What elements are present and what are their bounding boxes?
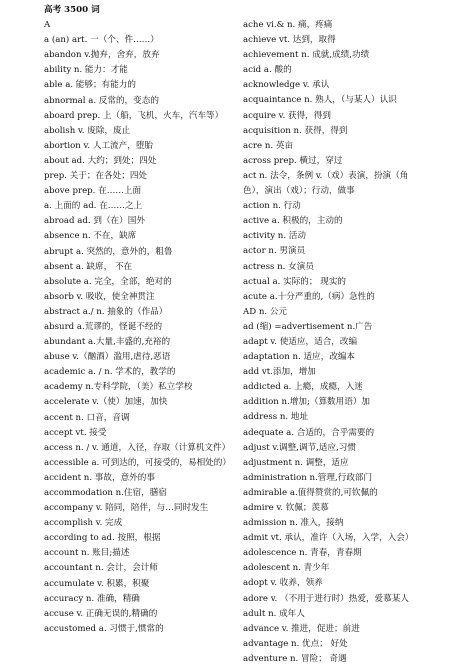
vocab-entry: academic a. / n. 学术的，教学的 (44, 367, 176, 378)
vocab-entry: adore v. （不用于进行时）热爱，爱慕某人 (243, 593, 409, 604)
vocab-entry: address n. 地址 (243, 412, 309, 423)
right-column (243, 0, 428, 667)
vocab-entry: addition n.增加;（算数用语）加 (243, 397, 371, 408)
vocab-entry: abortion v. 人工流产，堕胎 (44, 140, 154, 151)
vocab-entry: acknowledge v. 承认 (243, 80, 330, 91)
vocab-entry: acre n. 英亩 (243, 140, 294, 151)
vocab-entry: absence n. 不在，缺席 (44, 231, 137, 242)
vocab-entry: above prep. 在……上面 (44, 186, 142, 197)
vocab-entry: active a. 积极的，主动的 (243, 216, 343, 227)
vocab-entry: academy n.专科学院，（美）私立学校 (44, 382, 193, 393)
vocab-entry: prep. 关于；在各处；四处 (44, 171, 148, 182)
vocab-entry: abundant a.大量,丰盛的,充裕的 (44, 337, 171, 348)
vocab-entry: according to ad. 按照，根据 (44, 533, 161, 544)
vocab-entry: acquisition n. 获得，得到 (243, 125, 348, 136)
vocab-entry: abrupt a. 突然的，意外的，粗鲁 (44, 246, 173, 257)
vocab-entry: absolute a. 完全，全部，绝对的 (44, 276, 172, 287)
vocab-entry: abolish v. 废除，废止 (44, 125, 131, 136)
section-letter: A (44, 20, 51, 31)
vocab-entry: about ad. 大约；到处；四处 (44, 155, 157, 166)
vocab-entry: achievement n. 成就,成绩,功绩 (243, 50, 370, 61)
vocab-entry: accustomed a. 习惯于,惯常的 (44, 623, 164, 634)
vocab-entry: actual a. 实际的； 现实的 (243, 276, 347, 287)
vocab-entry: actress n. 女演员 (243, 261, 314, 272)
vocab-entry: across prep. 横过，穿过 (243, 155, 343, 166)
vocab-entry: abuse v.（酗酒）滥用,虐待,恶语 (44, 352, 171, 363)
vocab-entry: abnormal a. 反常的，变态的 (44, 95, 159, 106)
vocab-entry: a. 上面的 ad. 在……之上 (44, 201, 143, 212)
vocab-entry: adjustment n. 调整，适应 (243, 457, 349, 468)
left-entry-list (44, 33, 242, 637)
vocab-entry: admire v. 钦佩；羡慕 (243, 503, 329, 513)
vocab-entry: acquaintance n. 熟人，（与某人）认识 (243, 95, 397, 106)
vocab-entry: achieve vt. 达到，取得 (243, 35, 336, 46)
vocab-entry: abandon v.抛弃，舍弃，放弃 (44, 50, 160, 61)
vocab-entry: adult n. 成年人 (243, 608, 305, 619)
vocab-entry: abroad ad. 到（在）国外 (44, 216, 145, 227)
vocab-entry: accident n. 事故，意外的事 (44, 472, 155, 483)
vocab-entry: accept vt. 接受 (44, 427, 107, 438)
page-title: 高考 3500 词 (44, 5, 100, 15)
vocab-entry: absurd a.荒谬的，怪诞不经的 (44, 321, 163, 332)
vocab-entry: accelerate v.（使）加速，加快 (44, 397, 168, 408)
vocab-entry: adolescence n. 青春，青春期 (243, 548, 362, 559)
vocab-entry: absent a. 缺席， 不在 (44, 261, 133, 272)
vocab-entry: accent n. 口音，音调 (44, 412, 130, 423)
vocab-entry: accomplish v. 完成 (44, 518, 123, 529)
vocab-entry: actor n. 男演员 (243, 246, 306, 257)
vocab-entry: ad (缩) =advertisement n.广告 (243, 321, 373, 332)
vocab-entry: able a. 能够；有能力的 (44, 80, 136, 91)
vocab-entry: adopt v. 收养，领养 (243, 578, 323, 589)
vocab-entry: accessible a. 可到达的，可接受的，易相处的） (44, 457, 231, 468)
vocab-entry: ache vi.& n. 痛，疼痛 (243, 20, 333, 30)
vocab-entry: admirable a.值得赞赏的,可钦佩的 (243, 487, 378, 498)
vocab-entry: adolescent n. 青少年 (243, 563, 330, 574)
vocab-entry: act n. 法令，条例 v.（戏）表演，扮演（角色），演出（戏）；行动，做事 (243, 170, 409, 197)
vocab-entry: aboard prep. 上（船，飞机，火车，汽车等） (44, 110, 224, 121)
vocab-entry: activity n. 活动 (243, 231, 306, 242)
vocab-entry: advance v. 推进，促进；前进 (243, 623, 360, 634)
vocab-entry: absorb v. 吸收，使全神贯注 (44, 291, 155, 302)
vocab-entry: a (an) art. 一（个、件……） (44, 35, 159, 46)
vocab-entry: accuracy n. 准确，精确 (44, 593, 140, 604)
vocab-entry: adjust v.调整,调节,适应,习惯 (243, 442, 356, 453)
vocab-entry: advantage n. 优点； 好处 (243, 638, 348, 649)
vocab-entry: admission n. 准入，接纳 (243, 518, 344, 529)
vocab-entry: accountant n. 会计，会计师 (44, 563, 158, 574)
vocab-entry: adapt v. 使适应，适合，改编 (243, 336, 358, 347)
vocab-entry: accommodation n.住宿，膳宿 (44, 488, 167, 498)
right-entry-list (243, 18, 428, 667)
vocab-entry: acid a. 酸的 (243, 65, 292, 76)
vocab-entry: adequate a. 合适的，合乎需要的 (243, 427, 375, 438)
vocab-entry: ability n. 能力：才能 (44, 65, 128, 76)
left-column (44, 0, 242, 637)
vocab-entry: acquire v. 获得，得到 (243, 110, 331, 121)
vocab-entry: AD n. 公元 (243, 306, 288, 317)
vocab-entry: add vt.添加，增加 (243, 367, 316, 378)
vocab-entry: action n. 行动 (243, 201, 301, 212)
vocab-entry: accumulate v. 积累，积聚 (44, 578, 150, 589)
vocab-entry: administration n.管理,行政部门 (243, 472, 373, 483)
vocab-entry: accuse v. 正确无误的,精确的 (44, 608, 158, 619)
vocab-entry: acute a.十分严重的,（病）急性的 (243, 291, 375, 302)
vocab-entry: accompany v. 陪同，陪伴，与…同时发生 (44, 503, 209, 514)
vocab-entry: account n. 账目;描述 (44, 548, 130, 559)
vocab-entry: adaptation n. 适应，改编本 (243, 352, 356, 363)
vocab-entry: admit vt. 承认，准许（入场，入学，入会） (243, 533, 414, 544)
vocab-entry: addicted a. 上瘾，成瘾，入迷 (243, 382, 363, 393)
vocab-entry: abstract a./ n. 抽象的（作品） (44, 306, 168, 317)
vocab-entry: adventure n. 冒险； 奇遇 (243, 653, 347, 664)
vocab-entry: access n. / v. 通道，入径，存取（计算机文件） (44, 442, 231, 453)
